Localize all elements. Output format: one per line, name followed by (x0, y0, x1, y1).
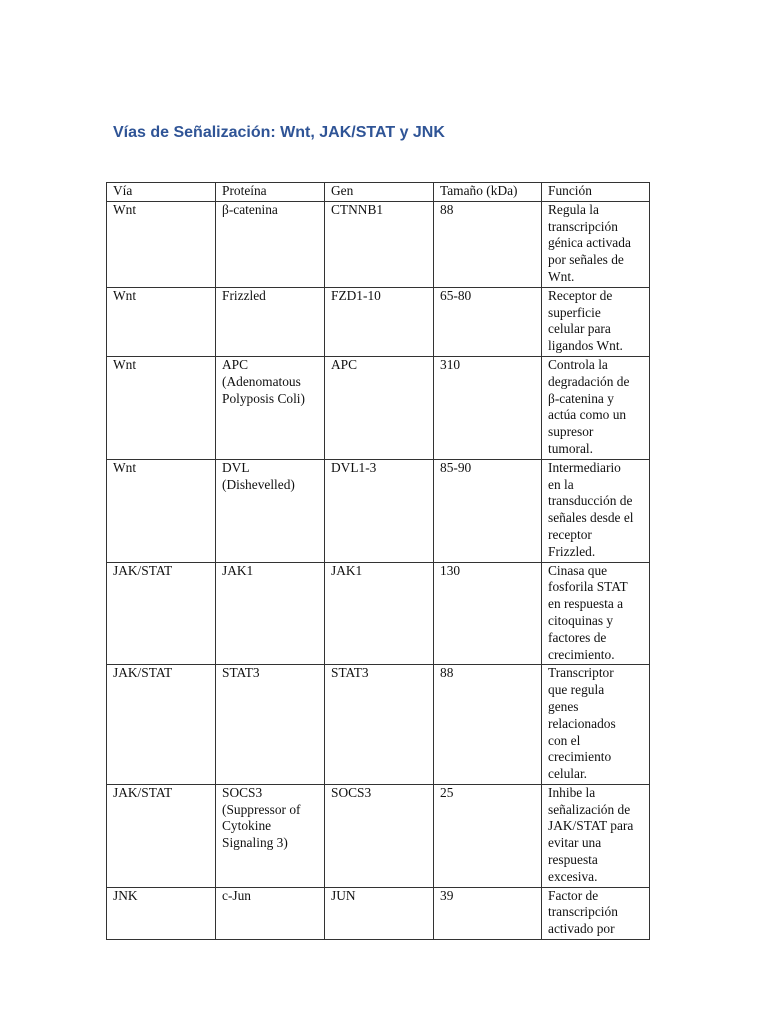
header-tamano: Tamaño (kDa) (434, 183, 542, 202)
cell-via: JAK/STAT (107, 784, 216, 887)
cell-proteina (216, 287, 325, 356)
cell-tamano: 310 (434, 356, 542, 459)
cell-tamano: 85-90 (434, 459, 542, 562)
cell-gen: JAK1 (325, 562, 434, 665)
cell-proteina-line: (Adenomatous (222, 373, 301, 389)
cell-funcion-line: génica activada (548, 235, 631, 251)
cell-proteina (216, 665, 325, 785)
table-row (107, 287, 650, 356)
page-title: Vías de Señalización: Wnt, JAK/STAT y JNK (113, 124, 445, 141)
cell-funcion-line: Intermediario (548, 459, 621, 475)
cell-funcion (542, 287, 650, 356)
cell-proteina-line: Signaling 3) (222, 835, 288, 851)
cell-funcion-line: ligandos Wnt. (548, 338, 623, 354)
cell-gen: JUN (325, 887, 434, 939)
cell-proteina-line: Polyposis Coli) (222, 390, 305, 406)
cell-funcion-line: Transcriptor (548, 665, 614, 681)
cell-funcion-line: Inhibe la (548, 784, 596, 800)
cell-funcion-line: que regula (548, 682, 605, 698)
cell-funcion-line: Frizzled. (548, 543, 596, 559)
cell-funcion-line: superficie (548, 304, 601, 320)
cell-gen: SOCS3 (325, 784, 434, 887)
cell-funcion-line: Factor de (548, 887, 599, 903)
cell-funcion-line: señalización de (548, 801, 631, 817)
cell-funcion-line: factores de (548, 629, 607, 645)
cell-funcion-line: degradación de (548, 373, 630, 389)
cell-funcion-line: receptor (548, 526, 592, 542)
cell-funcion (542, 784, 650, 887)
table-row (107, 784, 650, 887)
header-funcion: Función (542, 183, 650, 202)
cell-funcion-line: supresor (548, 424, 594, 440)
cell-funcion (542, 459, 650, 562)
cell-funcion-line: fosforila STAT (548, 579, 628, 595)
cell-funcion-line: tumoral. (548, 440, 593, 456)
cell-funcion-line: Wnt. (548, 268, 575, 284)
cell-gen: DVL1-3 (325, 459, 434, 562)
cell-proteina-line: c-Jun (222, 887, 252, 903)
cell-proteina-line: (Suppressor of (222, 801, 301, 817)
cell-funcion-line: activado por (548, 921, 615, 937)
cell-funcion (542, 665, 650, 785)
table-row (107, 562, 650, 665)
table-body (107, 201, 650, 939)
cell-via: JAK/STAT (107, 562, 216, 665)
cell-funcion-line: transcripción (548, 904, 618, 920)
table-row (107, 356, 650, 459)
cell-proteina (216, 356, 325, 459)
cell-tamano: 25 (434, 784, 542, 887)
cell-funcion-line: Regula la (548, 201, 599, 217)
cell-via: Wnt (107, 287, 216, 356)
header-proteina: Proteína (216, 183, 325, 202)
table-row (107, 459, 650, 562)
cell-gen: APC (325, 356, 434, 459)
cell-tamano: 88 (434, 665, 542, 785)
cell-funcion-line: Controla la (548, 356, 608, 372)
cell-proteina-line: Cytokine (222, 818, 272, 834)
cell-proteina-line: JAK1 (222, 562, 254, 578)
cell-tamano: 65-80 (434, 287, 542, 356)
table-header-row (107, 183, 650, 202)
cell-funcion-line: crecimiento. (548, 646, 615, 662)
cell-via: JAK/STAT (107, 665, 216, 785)
cell-proteina-line: β-catenina (222, 201, 278, 217)
cell-tamano: 130 (434, 562, 542, 665)
cell-funcion (542, 562, 650, 665)
cell-proteina (216, 562, 325, 665)
cell-gen: FZD1-10 (325, 287, 434, 356)
cell-gen: STAT3 (325, 665, 434, 785)
cell-funcion-line: por señales de (548, 252, 624, 268)
cell-funcion-line: β-catenina y (548, 390, 614, 406)
cell-proteina (216, 784, 325, 887)
cell-funcion-line: señales desde el (548, 510, 634, 526)
cell-funcion-line: transcripción (548, 218, 618, 234)
cell-funcion-line: con el (548, 732, 581, 748)
cell-funcion-line: celular. (548, 766, 588, 782)
header-via: Vía (107, 183, 216, 202)
cell-proteina-line: STAT3 (222, 665, 260, 681)
cell-funcion-line: actúa como un (548, 407, 627, 423)
cell-proteina-line: (Dishevelled) (222, 476, 295, 492)
cell-funcion-line: evitar una (548, 835, 602, 851)
cell-funcion-line: transducción de (548, 493, 633, 509)
cell-proteina-line: SOCS3 (222, 784, 263, 800)
table-row (107, 665, 650, 785)
cell-via: Wnt (107, 201, 216, 287)
cell-via: Wnt (107, 459, 216, 562)
cell-funcion (542, 201, 650, 287)
cell-funcion-line: Cinasa que (548, 562, 608, 578)
cell-funcion-line: excesiva. (548, 868, 598, 884)
cell-proteina (216, 201, 325, 287)
cell-proteina-line: DVL (222, 459, 250, 475)
cell-tamano: 39 (434, 887, 542, 939)
cell-funcion-line: genes (548, 698, 579, 714)
cell-proteina (216, 887, 325, 939)
cell-proteina (216, 459, 325, 562)
cell-funcion-line: relacionados (548, 715, 616, 731)
cell-gen: CTNNB1 (325, 201, 434, 287)
cell-proteina-line: Frizzled (222, 287, 266, 303)
cell-funcion-line: Receptor de (548, 287, 613, 303)
cell-via: Wnt (107, 356, 216, 459)
cell-funcion (542, 356, 650, 459)
cell-funcion-line: respuesta (548, 852, 598, 868)
cell-funcion-line: celular para (548, 321, 611, 337)
header-gen: Gen (325, 183, 434, 202)
table-row (107, 201, 650, 287)
cell-funcion (542, 887, 650, 939)
cell-funcion-line: crecimiento (548, 749, 612, 765)
table-row (107, 887, 650, 939)
cell-funcion-line: JAK/STAT para (548, 818, 634, 834)
cell-tamano: 88 (434, 201, 542, 287)
cell-funcion-line: citoquinas y (548, 612, 614, 628)
cell-funcion-line: en respuesta a (548, 596, 624, 612)
signaling-pathways-table (106, 182, 650, 940)
cell-via: JNK (107, 887, 216, 939)
cell-proteina-line: APC (222, 356, 249, 372)
cell-funcion-line: en la (548, 476, 574, 492)
